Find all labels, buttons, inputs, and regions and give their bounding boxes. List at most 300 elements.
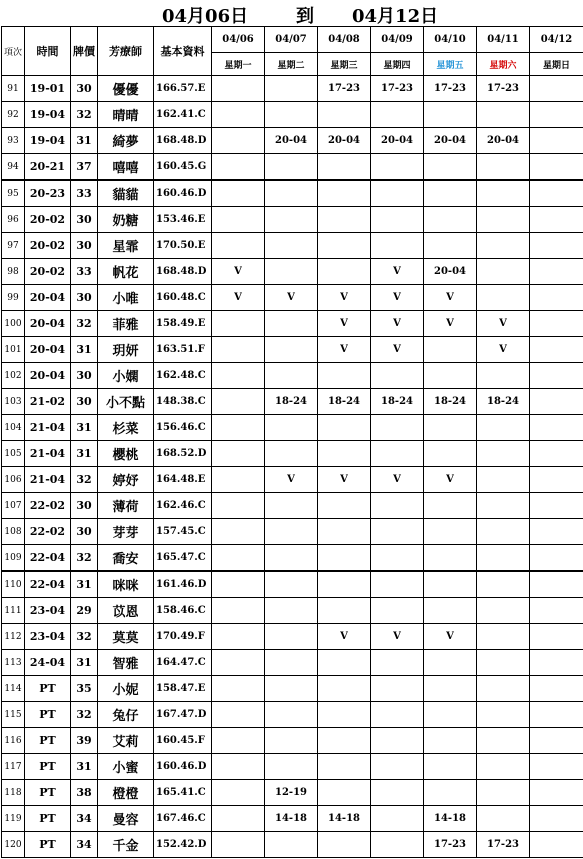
row-price: 32 [71, 102, 98, 128]
table-row [2, 363, 583, 389]
row-info: 156.46.C [154, 415, 212, 441]
row-price: 33 [71, 259, 98, 285]
table-row [2, 676, 583, 702]
schedule-cell [477, 676, 530, 702]
row-info: 162.48.C [154, 363, 212, 389]
schedule-cell [212, 650, 265, 676]
schedule-cell: V [318, 285, 371, 311]
row-info: 164.47.C [154, 650, 212, 676]
row-therapist: 星霏 [98, 233, 154, 259]
row-info: 170.50.E [154, 233, 212, 259]
schedule-cell [212, 102, 265, 128]
schedule-cell [265, 363, 318, 389]
row-price: 37 [71, 154, 98, 181]
row-info: 168.48.D [154, 128, 212, 154]
row-price: 31 [71, 571, 98, 598]
schedule-cell [371, 519, 424, 545]
schedule-cell [530, 102, 583, 128]
row-info: 164.48.E [154, 467, 212, 493]
schedule-cell [371, 154, 424, 181]
row-info: 160.45.F [154, 728, 212, 754]
row-price: 31 [71, 128, 98, 154]
row-index: 97 [2, 233, 25, 259]
schedule-cell [371, 207, 424, 233]
schedule-cell [212, 519, 265, 545]
row-time: 20-04 [25, 337, 71, 363]
schedule-cell [530, 337, 583, 363]
row-index: 103 [2, 389, 25, 415]
schedule-title [0, 0, 583, 26]
schedule-cell [477, 102, 530, 128]
row-therapist: 杉菜 [98, 415, 154, 441]
row-index: 117 [2, 754, 25, 780]
schedule-cell: 17-23 [477, 832, 530, 858]
row-price: 31 [71, 754, 98, 780]
schedule-cell [530, 806, 583, 832]
row-time: 19-01 [25, 76, 71, 102]
schedule-cell [212, 571, 265, 598]
schedule-cell: 14-18 [265, 806, 318, 832]
schedule-cell [212, 493, 265, 519]
row-time: PT [25, 806, 71, 832]
row-time: 22-04 [25, 545, 71, 572]
schedule-cell: V [424, 285, 477, 311]
row-index: 105 [2, 441, 25, 467]
schedule-cell [265, 545, 318, 572]
row-therapist: 艾莉 [98, 728, 154, 754]
schedule-cell: V [424, 311, 477, 337]
schedule-cell [212, 389, 265, 415]
schedule-cell [530, 415, 583, 441]
schedule-cell [371, 545, 424, 572]
schedule-cell [318, 102, 371, 128]
schedule-cell [424, 728, 477, 754]
schedule-cell [424, 180, 477, 207]
row-price: 32 [71, 545, 98, 572]
schedule-cell [265, 154, 318, 181]
table-row [2, 180, 583, 207]
schedule-cell [212, 154, 265, 181]
schedule-cell [318, 780, 371, 806]
row-time: 22-02 [25, 493, 71, 519]
schedule-cell [424, 441, 477, 467]
schedule-cell [371, 102, 424, 128]
schedule-cell: 18-24 [265, 389, 318, 415]
schedule-cell [371, 415, 424, 441]
schedule-cell [477, 154, 530, 181]
table-row [2, 598, 583, 624]
schedule-cell [530, 754, 583, 780]
row-time: 19-04 [25, 128, 71, 154]
table-row [2, 259, 583, 285]
schedule-cell: V [318, 311, 371, 337]
schedule-cell [477, 519, 530, 545]
schedule-table [1, 26, 583, 858]
row-price: 32 [71, 467, 98, 493]
schedule-cell: V [477, 311, 530, 337]
schedule-cell [371, 493, 424, 519]
row-time: 20-04 [25, 311, 71, 337]
row-therapist: 櫻桃 [98, 441, 154, 467]
row-index: 110 [2, 571, 25, 598]
table-row [2, 702, 583, 728]
header-date-2: 04/08 [318, 27, 371, 53]
schedule-cell [477, 571, 530, 598]
schedule-cell [265, 624, 318, 650]
schedule-cell [371, 754, 424, 780]
schedule-cell [371, 180, 424, 207]
schedule-cell [371, 598, 424, 624]
schedule-cell: 17-23 [477, 76, 530, 102]
schedule-cell [212, 233, 265, 259]
schedule-cell [212, 780, 265, 806]
schedule-cell: 14-18 [424, 806, 477, 832]
header-weekday-5: 星期六 [477, 53, 530, 76]
header-weekday-2: 星期三 [318, 53, 371, 76]
row-price: 30 [71, 233, 98, 259]
table-row [2, 389, 583, 415]
schedule-cell [318, 676, 371, 702]
schedule-cell [318, 728, 371, 754]
table-row [2, 650, 583, 676]
schedule-cell [530, 441, 583, 467]
row-info: 162.46.C [154, 493, 212, 519]
row-price: 30 [71, 207, 98, 233]
schedule-cell [318, 702, 371, 728]
schedule-cell: V [371, 624, 424, 650]
schedule-cell [265, 337, 318, 363]
schedule-cell [265, 598, 318, 624]
row-index: 102 [2, 363, 25, 389]
row-time: 21-02 [25, 389, 71, 415]
row-time: 22-02 [25, 519, 71, 545]
schedule-cell: 17-23 [318, 76, 371, 102]
schedule-cell [530, 259, 583, 285]
row-therapist: 智雅 [98, 650, 154, 676]
schedule-cell [212, 180, 265, 207]
schedule-cell [477, 493, 530, 519]
schedule-cell [212, 337, 265, 363]
schedule-cell: 20-04 [265, 128, 318, 154]
row-index: 116 [2, 728, 25, 754]
row-info: 165.47.C [154, 545, 212, 572]
row-info: 158.46.C [154, 598, 212, 624]
schedule-cell [318, 650, 371, 676]
schedule-cell [424, 493, 477, 519]
row-index: 99 [2, 285, 25, 311]
schedule-cell [477, 754, 530, 780]
schedule-cell [265, 233, 318, 259]
schedule-cell [318, 598, 371, 624]
schedule-cell [371, 780, 424, 806]
schedule-cell [318, 259, 371, 285]
row-price: 30 [71, 389, 98, 415]
schedule-cell: V [318, 337, 371, 363]
row-info: 160.46.D [154, 754, 212, 780]
table-row [2, 806, 583, 832]
row-therapist: 小蜜 [98, 754, 154, 780]
row-price: 39 [71, 728, 98, 754]
schedule-cell [530, 780, 583, 806]
schedule-cell [530, 128, 583, 154]
row-info: 153.46.E [154, 207, 212, 233]
table-row [2, 467, 583, 493]
schedule-cell: 18-24 [371, 389, 424, 415]
schedule-cell [265, 76, 318, 102]
row-therapist: 帆花 [98, 259, 154, 285]
header-date-0: 04/06 [212, 27, 265, 53]
row-price: 34 [71, 832, 98, 858]
schedule-cell [318, 754, 371, 780]
schedule-cell [530, 389, 583, 415]
row-info: 162.41.C [154, 102, 212, 128]
schedule-cell [212, 441, 265, 467]
schedule-cell [424, 754, 477, 780]
row-info: 163.51.F [154, 337, 212, 363]
schedule-cell [212, 363, 265, 389]
row-time: 21-04 [25, 467, 71, 493]
table-row [2, 571, 583, 598]
header-date-3: 04/09 [371, 27, 424, 53]
header-weekday-1: 星期二 [265, 53, 318, 76]
table-row [2, 545, 583, 572]
schedule-cell [371, 676, 424, 702]
schedule-cell [530, 676, 583, 702]
schedule-cell: V [424, 624, 477, 650]
row-index: 91 [2, 76, 25, 102]
schedule-cell: 17-23 [424, 76, 477, 102]
schedule-cell [318, 832, 371, 858]
header-index: 項次 [2, 27, 25, 76]
row-info: 168.48.D [154, 259, 212, 285]
schedule-cell [530, 467, 583, 493]
table-row [2, 754, 583, 780]
schedule-cell [318, 233, 371, 259]
title-to: 到 [296, 6, 314, 27]
schedule-cell: V [371, 311, 424, 337]
row-info: 158.47.E [154, 676, 212, 702]
schedule-cell [424, 780, 477, 806]
schedule-cell: 18-24 [477, 389, 530, 415]
schedule-cell [371, 832, 424, 858]
title-start-date: 04月06日 [162, 6, 249, 27]
row-time: 21-04 [25, 415, 71, 441]
row-therapist: 貓貓 [98, 180, 154, 207]
row-index: 108 [2, 519, 25, 545]
schedule-cell [318, 441, 371, 467]
row-therapist: 小不點 [98, 389, 154, 415]
schedule-cell: 20-04 [371, 128, 424, 154]
row-therapist: 嘻嘻 [98, 154, 154, 181]
row-info: 152.42.D [154, 832, 212, 858]
schedule-cell [424, 363, 477, 389]
row-therapist: 苡恩 [98, 598, 154, 624]
schedule-cell [265, 493, 318, 519]
schedule-cell [265, 415, 318, 441]
row-index: 109 [2, 545, 25, 572]
table-row [2, 76, 583, 102]
schedule-cell [212, 76, 265, 102]
schedule-cell [477, 285, 530, 311]
row-index: 118 [2, 780, 25, 806]
schedule-cell [265, 676, 318, 702]
header-weekday-6: 星期日 [530, 53, 583, 76]
row-info: 158.49.E [154, 311, 212, 337]
row-time: PT [25, 676, 71, 702]
row-therapist: 千金 [98, 832, 154, 858]
row-price: 30 [71, 519, 98, 545]
row-time: 23-04 [25, 598, 71, 624]
schedule-cell [265, 702, 318, 728]
row-therapist: 婷妤 [98, 467, 154, 493]
schedule-cell [371, 233, 424, 259]
row-therapist: 喬安 [98, 545, 154, 572]
row-info: 168.52.D [154, 441, 212, 467]
row-time: PT [25, 780, 71, 806]
schedule-cell: V [477, 337, 530, 363]
schedule-cell [424, 571, 477, 598]
schedule-cell [530, 545, 583, 572]
schedule-cell [212, 624, 265, 650]
schedule-cell: 20-04 [318, 128, 371, 154]
row-time: 20-04 [25, 285, 71, 311]
row-index: 96 [2, 207, 25, 233]
row-price: 31 [71, 441, 98, 467]
schedule-cell [424, 154, 477, 181]
schedule-cell: 17-23 [371, 76, 424, 102]
schedule-cell: 17-23 [424, 832, 477, 858]
schedule-cell [477, 259, 530, 285]
table-row [2, 728, 583, 754]
schedule-cell [424, 337, 477, 363]
row-therapist: 晴晴 [98, 102, 154, 128]
schedule-cell: V [318, 467, 371, 493]
schedule-cell [265, 311, 318, 337]
schedule-cell [424, 702, 477, 728]
schedule-cell [371, 702, 424, 728]
row-index: 100 [2, 311, 25, 337]
row-price: 33 [71, 180, 98, 207]
schedule-cell [477, 233, 530, 259]
row-time: PT [25, 702, 71, 728]
row-price: 31 [71, 337, 98, 363]
schedule-cell [371, 650, 424, 676]
schedule-cell [477, 545, 530, 572]
title-end-date: 04月12日 [352, 6, 439, 27]
row-index: 101 [2, 337, 25, 363]
schedule-cell [424, 102, 477, 128]
row-therapist: 小妮 [98, 676, 154, 702]
schedule-cell: 20-04 [424, 128, 477, 154]
row-info: 157.45.C [154, 519, 212, 545]
row-price: 30 [71, 493, 98, 519]
header-weekday-3: 星期四 [371, 53, 424, 76]
schedule-cell: 18-24 [318, 389, 371, 415]
schedule-cell: V [265, 467, 318, 493]
row-time: PT [25, 728, 71, 754]
row-info: 167.47.D [154, 702, 212, 728]
schedule-cell: V [424, 467, 477, 493]
row-index: 93 [2, 128, 25, 154]
schedule-cell [530, 571, 583, 598]
schedule-cell [477, 624, 530, 650]
schedule-cell [530, 624, 583, 650]
row-index: 95 [2, 180, 25, 207]
table-row [2, 832, 583, 858]
schedule-cell [530, 832, 583, 858]
schedule-cell [212, 832, 265, 858]
schedule-cell: 20-04 [424, 259, 477, 285]
row-therapist: 小唯 [98, 285, 154, 311]
schedule-cell [318, 207, 371, 233]
schedule-cell [318, 180, 371, 207]
schedule-cell [477, 650, 530, 676]
header-date-5: 04/11 [477, 27, 530, 53]
row-price: 29 [71, 598, 98, 624]
row-index: 114 [2, 676, 25, 702]
table-row [2, 233, 583, 259]
schedule-cell [424, 545, 477, 572]
row-therapist: 菲雅 [98, 311, 154, 337]
schedule-cell [530, 650, 583, 676]
row-price: 31 [71, 650, 98, 676]
schedule-cell [265, 754, 318, 780]
schedule-cell [371, 806, 424, 832]
row-index: 113 [2, 650, 25, 676]
header-date-4: 04/10 [424, 27, 477, 53]
row-index: 119 [2, 806, 25, 832]
schedule-cell: V [371, 337, 424, 363]
row-therapist: 小嫻 [98, 363, 154, 389]
schedule-cell [212, 598, 265, 624]
row-therapist: 橙橙 [98, 780, 154, 806]
header-date-6: 04/12 [530, 27, 583, 53]
schedule-cell [265, 650, 318, 676]
row-price: 35 [71, 676, 98, 702]
table-row [2, 207, 583, 233]
schedule-cell: V [265, 285, 318, 311]
schedule-cell: V [212, 259, 265, 285]
row-index: 112 [2, 624, 25, 650]
schedule-cell [477, 806, 530, 832]
row-time: 22-04 [25, 571, 71, 598]
schedule-cell [477, 598, 530, 624]
schedule-cell [371, 728, 424, 754]
schedule-cell [477, 780, 530, 806]
row-time: 20-02 [25, 207, 71, 233]
schedule-cell [477, 702, 530, 728]
row-info: 160.45.G [154, 154, 212, 181]
schedule-cell: 20-04 [477, 128, 530, 154]
row-therapist: 薄荷 [98, 493, 154, 519]
schedule-cell [424, 233, 477, 259]
table-row [2, 780, 583, 806]
row-time: 20-04 [25, 363, 71, 389]
schedule-cell [424, 415, 477, 441]
schedule-cell [318, 415, 371, 441]
row-info: 170.49.F [154, 624, 212, 650]
schedule-cell [212, 467, 265, 493]
row-therapist: 莫莫 [98, 624, 154, 650]
schedule-cell [212, 415, 265, 441]
schedule-cell: 12-19 [265, 780, 318, 806]
header-weekday-0: 星期一 [212, 53, 265, 76]
schedule-cell [265, 571, 318, 598]
row-price: 30 [71, 76, 98, 102]
schedule-cell [424, 519, 477, 545]
schedule-cell [212, 754, 265, 780]
schedule-cell [424, 650, 477, 676]
